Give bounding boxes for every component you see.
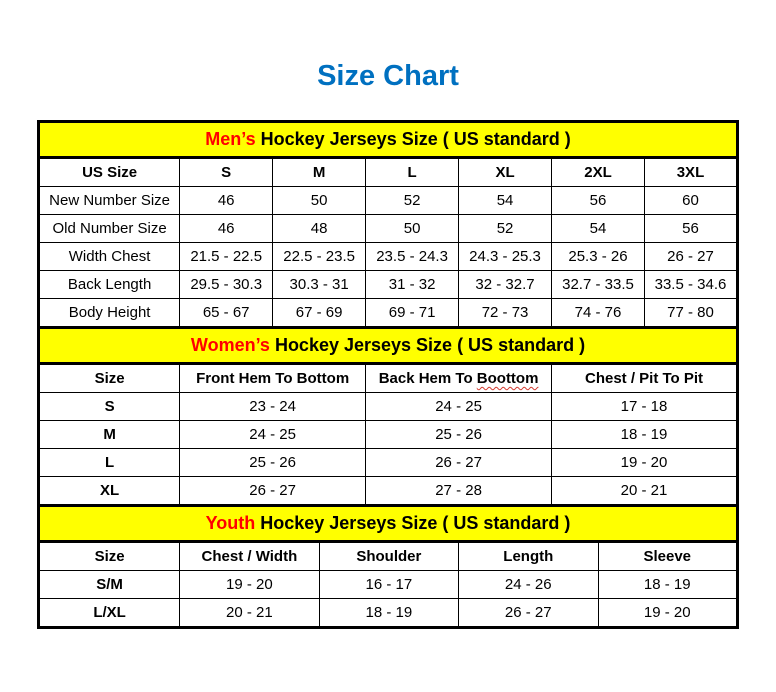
data-cell: 26 - 27	[459, 599, 598, 628]
table-row	[39, 571, 738, 599]
column-header-row	[39, 542, 738, 571]
data-cell: 77 - 80	[644, 299, 737, 328]
data-cell: 52	[366, 187, 459, 215]
size-tables-container	[37, 120, 739, 629]
data-cell: 67 - 69	[273, 299, 366, 328]
data-cell: 54	[459, 187, 552, 215]
section-band-title	[39, 328, 738, 364]
size-table-youth	[37, 504, 739, 629]
row-label: L/XL	[39, 599, 180, 628]
data-cell: 65 - 67	[180, 299, 273, 328]
data-cell: 46	[180, 187, 273, 215]
data-cell: 56	[644, 215, 737, 243]
data-cell: 27 - 28	[366, 477, 552, 506]
data-cell: 24.3 - 25.3	[459, 243, 552, 271]
data-cell: 33.5 - 34.6	[644, 271, 737, 299]
data-cell: 29.5 - 30.3	[180, 271, 273, 299]
section-band-youth	[39, 506, 738, 542]
row-label: S/M	[39, 571, 180, 599]
data-cell: 32 - 32.7	[459, 271, 552, 299]
data-cell: 56	[552, 187, 645, 215]
data-cell: 24 - 26	[459, 571, 598, 599]
table-row	[39, 299, 738, 328]
size-table-womens	[37, 326, 739, 507]
data-cell: 20 - 21	[180, 599, 319, 628]
data-cell: 31 - 32	[366, 271, 459, 299]
data-cell: 74 - 76	[552, 299, 645, 328]
section-band-highlight: Men’s	[205, 129, 256, 149]
column-header: Sleeve	[598, 542, 738, 571]
table-row	[39, 187, 738, 215]
data-cell: 54	[552, 215, 645, 243]
section-band-rest: Hockey Jerseys Size ( US standard )	[269, 335, 586, 355]
table-row	[39, 215, 738, 243]
table-row	[39, 477, 738, 506]
section-band-mens	[39, 122, 738, 158]
column-header: Front Hem To Bottom	[180, 364, 366, 393]
column-header: US Size	[39, 158, 180, 187]
data-cell: 23 - 24	[180, 393, 366, 421]
section-band-title	[39, 506, 738, 542]
row-label: M	[39, 421, 180, 449]
data-cell: 16 - 17	[319, 571, 458, 599]
column-header: Chest / Width	[180, 542, 319, 571]
data-cell: 21.5 - 22.5	[180, 243, 273, 271]
size-chart-page	[0, 60, 776, 629]
data-cell: 46	[180, 215, 273, 243]
data-cell: 25 - 26	[366, 421, 552, 449]
data-cell: 26 - 27	[366, 449, 552, 477]
data-cell: 50	[366, 215, 459, 243]
column-header-row	[39, 364, 738, 393]
section-band-highlight: Women’s	[190, 335, 270, 355]
data-cell: 72 - 73	[459, 299, 552, 328]
column-header: XL	[459, 158, 552, 187]
section-band-rest: Hockey Jerseys Size ( US standard )	[255, 513, 571, 533]
row-label: Back Length	[39, 271, 180, 299]
section-band-womens	[39, 328, 738, 364]
section-band-rest: Hockey Jerseys Size ( US standard )	[255, 129, 571, 149]
data-cell: 25.3 - 26	[552, 243, 645, 271]
column-header: Size	[39, 364, 180, 393]
data-cell: 48	[273, 215, 366, 243]
column-header: L	[366, 158, 459, 187]
data-cell: 24 - 25	[366, 393, 552, 421]
section-band-highlight: Youth	[205, 513, 256, 533]
data-cell: 69 - 71	[366, 299, 459, 328]
column-header: S	[180, 158, 273, 187]
table-row	[39, 271, 738, 299]
section-band-title	[39, 122, 738, 158]
data-cell: 19 - 20	[552, 449, 738, 477]
column-header: Back Hem To Boottom	[366, 364, 552, 393]
data-cell: 22.5 - 23.5	[273, 243, 366, 271]
data-cell: 26 - 27	[644, 243, 737, 271]
column-header: Chest / Pit To Pit	[552, 364, 738, 393]
row-label: New Number Size	[39, 187, 180, 215]
column-header: 2XL	[552, 158, 645, 187]
row-label: Width Chest	[39, 243, 180, 271]
row-label: Body Height	[39, 299, 180, 328]
data-cell: 23.5 - 24.3	[366, 243, 459, 271]
data-cell: 30.3 - 31	[273, 271, 366, 299]
data-cell: 60	[644, 187, 737, 215]
data-cell: 19 - 20	[180, 571, 319, 599]
size-table-mens	[37, 120, 739, 329]
row-label: L	[39, 449, 180, 477]
data-cell: 24 - 25	[180, 421, 366, 449]
table-row	[39, 393, 738, 421]
table-row	[39, 599, 738, 628]
data-cell: 50	[273, 187, 366, 215]
column-header-row	[39, 158, 738, 187]
table-row	[39, 449, 738, 477]
row-label: S	[39, 393, 180, 421]
column-header: Shoulder	[319, 542, 458, 571]
table-row	[39, 421, 738, 449]
column-header: 3XL	[644, 158, 737, 187]
row-label: Old Number Size	[39, 215, 180, 243]
data-cell: 19 - 20	[598, 599, 738, 628]
column-header: M	[273, 158, 366, 187]
row-label: XL	[39, 477, 180, 506]
table-row	[39, 243, 738, 271]
data-cell: 18 - 19	[552, 421, 738, 449]
column-header: Size	[39, 542, 180, 571]
data-cell: 17 - 18	[552, 393, 738, 421]
page-title: Size Chart	[317, 60, 459, 92]
data-cell: 52	[459, 215, 552, 243]
column-header: Length	[459, 542, 598, 571]
data-cell: 20 - 21	[552, 477, 738, 506]
data-cell: 25 - 26	[180, 449, 366, 477]
data-cell: 32.7 - 33.5	[552, 271, 645, 299]
misspelled-word: Boottom	[476, 370, 539, 387]
data-cell: 18 - 19	[598, 571, 738, 599]
data-cell: 18 - 19	[319, 599, 458, 628]
data-cell: 26 - 27	[180, 477, 366, 506]
